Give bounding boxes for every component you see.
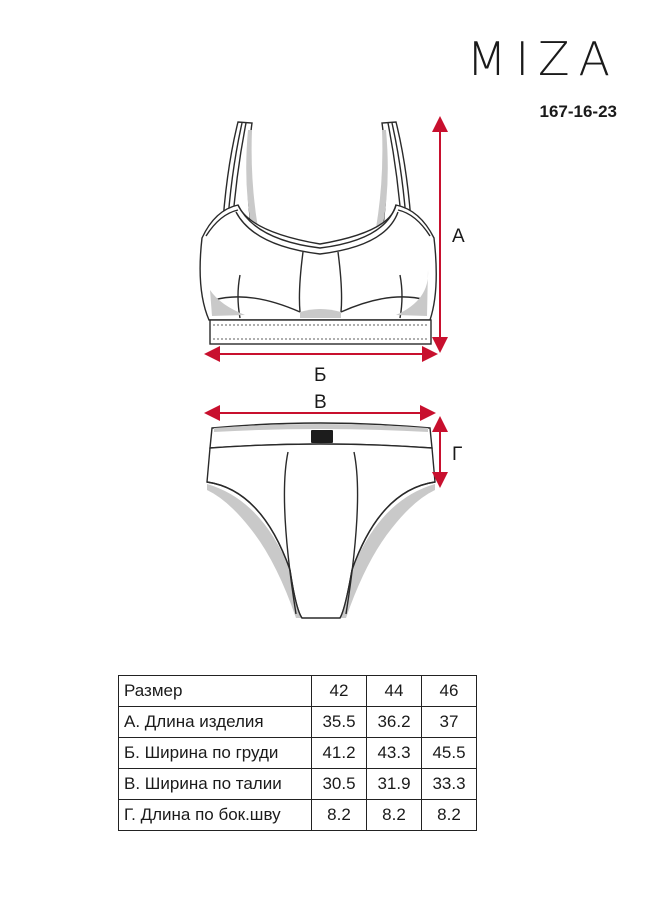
header-size: 44 <box>367 676 422 707</box>
row-value: 8.2 <box>312 800 367 831</box>
dimension-label-v: В <box>314 392 327 413</box>
header-label: Размер <box>119 676 312 707</box>
row-value: 30.5 <box>312 769 367 800</box>
size-table-header <box>119 676 477 707</box>
row-value: 33.3 <box>422 769 477 800</box>
header-size: 46 <box>422 676 477 707</box>
row-value: 8.2 <box>367 800 422 831</box>
table-row <box>119 707 477 738</box>
row-value: 45.5 <box>422 738 477 769</box>
bottom-sketch <box>207 423 435 618</box>
row-value: 8.2 <box>422 800 477 831</box>
article-number: 167-16-23 <box>539 102 617 121</box>
row-value: 31.9 <box>367 769 422 800</box>
brand-logo: MIZA <box>466 32 619 86</box>
table-row <box>119 769 477 800</box>
dimension-label-a: А <box>452 226 465 247</box>
row-label: Б. Ширина по груди <box>119 738 312 769</box>
row-value: 35.5 <box>312 707 367 738</box>
dimension-label-g: Г <box>452 444 463 465</box>
row-value: 41.2 <box>312 738 367 769</box>
label-patch <box>311 430 333 443</box>
table-row <box>119 800 477 831</box>
row-label: А. Длина изделия <box>119 707 312 738</box>
size-table <box>118 675 477 831</box>
table-row <box>119 738 477 769</box>
row-value: 37 <box>422 707 477 738</box>
dimension-label-b: Б <box>314 365 327 386</box>
row-label: Г. Длина по бок.шву <box>119 800 312 831</box>
top-sketch <box>200 122 436 344</box>
row-label: В. Ширина по талии <box>119 769 312 800</box>
header-size: 42 <box>312 676 367 707</box>
row-value: 36.2 <box>367 707 422 738</box>
row-value: 43.3 <box>367 738 422 769</box>
